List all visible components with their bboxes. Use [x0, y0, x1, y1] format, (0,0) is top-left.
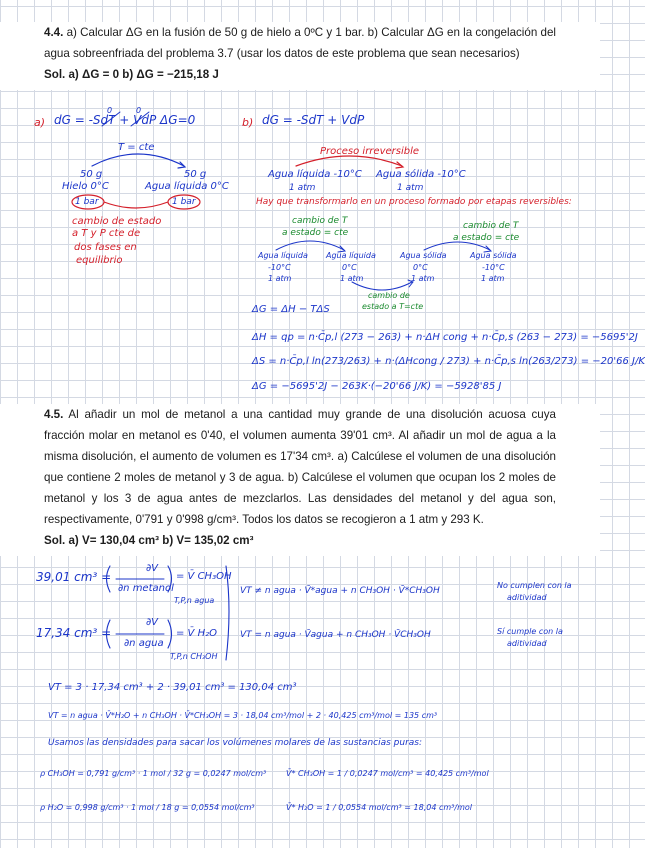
state-temp: -10°C [268, 263, 291, 272]
volume-b-calc: VT = n agua · V̄*H₂O + n CH₃OH · V̄*CH₃OH = 3 · 18,04 cm³/mol + 2 · 40,425 cm³/mol = 135 cm³ [48, 711, 438, 720]
step-note: cambio de [368, 291, 410, 300]
b-right-pressure: 1 atm [397, 183, 424, 193]
entropy-equation: ΔS = n·C̄p,l ln(273/263) + n·(ΔHcong / 273) + n·C̄p,s ln(263/273) = −20'66 J/K [252, 356, 645, 367]
partial-denominator: ∂n agua [124, 638, 164, 649]
state-name: Agua sólida [470, 251, 517, 260]
strike-mark [102, 112, 120, 126]
part-a-label: a) [34, 116, 46, 129]
partial-subscript: T,P,n CH₃OH [170, 652, 218, 661]
note-line: equilibrio [76, 255, 123, 266]
right-mass: 50 g [184, 169, 207, 180]
b-left-state: Agua líquida -10°C [268, 169, 362, 180]
additivity-note: aditividad [507, 593, 547, 602]
step-note: a estado = cte [282, 228, 349, 238]
partial-numerator: ∂V [146, 617, 159, 628]
volume-non-additive: VT ≠ n agua · V̄*agua + n CH₃OH · V̄*CH₃OH [240, 586, 440, 596]
step-note: estado a T=cte [362, 302, 424, 311]
pressure-circle [168, 195, 200, 209]
partial-molar-rhs: = V̄ H₂O [176, 628, 217, 639]
densities-note: Usamos las densidades para sacar los volúmenes molares de las sustancias puras: [48, 738, 423, 748]
pressure-circle [72, 195, 104, 209]
partial-numerator: ∂V [146, 563, 159, 574]
state-pressure: 1 atm [411, 274, 435, 283]
brace [226, 566, 229, 660]
b-left-pressure: 1 atm [289, 183, 316, 193]
part-b-equation: dG = -SdT + VdP [262, 113, 365, 127]
right-pressure: 1 bar [172, 197, 196, 207]
irreversible-arrow [296, 156, 402, 166]
step-note: a estado = cte [453, 233, 520, 243]
state-temp: 0°C [413, 263, 428, 272]
partial-subscript: T,P,n agua [174, 596, 215, 605]
bracket [168, 566, 172, 592]
water-density: ρ H₂O = 0,998 g/cm³ · 1 mol / 18 g = 0,0554 mol/cm³ [40, 803, 255, 812]
bracket [107, 566, 111, 592]
enthalpy-equation: ΔH = qp = n·C̄p,l (273 − 263) + n·ΔH cong + n·C̄p,s (263 − 273) = −5695'2J [252, 332, 638, 343]
state-name: Agua líquida [258, 251, 308, 260]
gibbs-equation: ΔG = ΔH − TΔS [252, 304, 330, 315]
methanol-density: ρ CH₃OH = 0,791 g/cm³ · 1 mol / 32 g = 0,0247 mol/cm³ [40, 769, 267, 778]
irreversible-label: Proceso irreversible [320, 146, 420, 157]
left-state: Hielo 0°C [62, 181, 109, 192]
partial-molar-lhs: 39,01 cm³ = [36, 570, 112, 584]
note-line: dos fases en [74, 242, 137, 253]
problem-number: 4.4. [44, 26, 64, 39]
zero-mark: 0 [136, 106, 142, 115]
step-note: cambio de T [292, 216, 348, 226]
step-note: cambio de T [463, 221, 519, 231]
bracket [168, 620, 172, 648]
part-a-equation: dG = -SdT + VdP ΔG=0 [54, 113, 196, 127]
strike-mark [131, 112, 149, 126]
state-pressure: 1 atm [481, 274, 505, 283]
note-line: cambio de estado [72, 216, 162, 227]
problem-solution: Sol. a) ΔG = 0 b) ΔG = −215,18 J [44, 68, 219, 81]
note-line: a T y P cte de [72, 228, 141, 239]
partial-molar-lhs: 17,34 cm³ = [36, 626, 112, 640]
state-temp: 0°C [342, 263, 357, 272]
step-arrow [424, 242, 490, 250]
left-pressure: 1 bar [75, 197, 99, 207]
part-b-label: b) [242, 116, 254, 129]
link-curve [104, 202, 168, 208]
delta-g-result: ΔG = −5695'2J − 263K·(−20'66 J/K) = −5928'85 J [252, 381, 502, 392]
state-temp: -10°C [482, 263, 505, 272]
temp-constant: T = cte [118, 142, 155, 153]
transition-arrow [92, 154, 184, 166]
right-state: Agua líquida 0°C [145, 181, 229, 192]
problem-solution: Sol. a) V= 130,04 cm³ b) V= 135,02 cm³ [44, 534, 254, 547]
state-name: Agua líquida [326, 251, 376, 260]
problem-number: 4.5. [44, 408, 64, 421]
state-pressure: 1 atm [340, 274, 364, 283]
step-arrow [352, 282, 412, 290]
state-pressure: 1 atm [268, 274, 292, 283]
step-arrow [276, 241, 344, 250]
partial-denominator: ∂n metanol [118, 583, 174, 594]
problem-statement: a) Calcular ΔG en la fusión de 50 g de hielo a 0ºC y 1 bar. b) Calcular ΔG en la congelación del agua sobreenfriada del problema 3.7 (usar los datos de este problema que sean necesarios) [44, 26, 556, 60]
methanol-molar-volume: V̄* CH₃OH = 1 / 0,0247 mol/cm³ = 40,425 cm³/mol [286, 769, 489, 778]
water-molar-volume: V̄* H₂O = 1 / 0,0554 mol/cm³ = 18,04 cm³/mol [286, 803, 472, 812]
state-name: Agua sólida [400, 251, 447, 260]
reversible-hint: Hay que transformarlo en un proceso formado por etapas reversibles: [256, 197, 572, 207]
additivity-note: Sí cumple con la [497, 627, 563, 636]
additivity-note: aditividad [507, 639, 547, 648]
zero-mark: 0 [107, 106, 113, 115]
left-mass: 50 g [80, 169, 103, 180]
volume-additive: VT = n agua · V̄agua + n CH₃OH · V̄CH₃OH [240, 630, 431, 640]
volume-a-calc: VT = 3 · 17,34 cm³ + 2 · 39,01 cm³ = 130,04 cm³ [48, 682, 297, 693]
b-right-state: Agua sólida -10°C [376, 169, 466, 180]
partial-molar-rhs: = V̄ CH₃OH [176, 571, 232, 582]
bracket [107, 620, 111, 648]
additivity-note: No cumplen con la [497, 581, 572, 590]
problem-statement: Al añadir un mol de metanol a una cantidad muy grande de una disolución acuosa cuya fracción molar en metanol es 0'40, el volumen aumenta 39'01 cm³. Al añadir un mol de agua a la misma disolución, el aumento de volumen es 17'34 cm³. a) Calcúlese el volumen de una disolución que contiene 2 moles de metanol y 3 de agua. b) Calcúlese el volumen que ocupan los 2 moles de metanol y los 3 de agua antes de mezclarlos. Las densidades del metanol y del agua son, respectivamente, 0'791 y 0'998 g/cm³. Todos los datos se recogieron a 1 atm y 293 K. [44, 408, 556, 526]
